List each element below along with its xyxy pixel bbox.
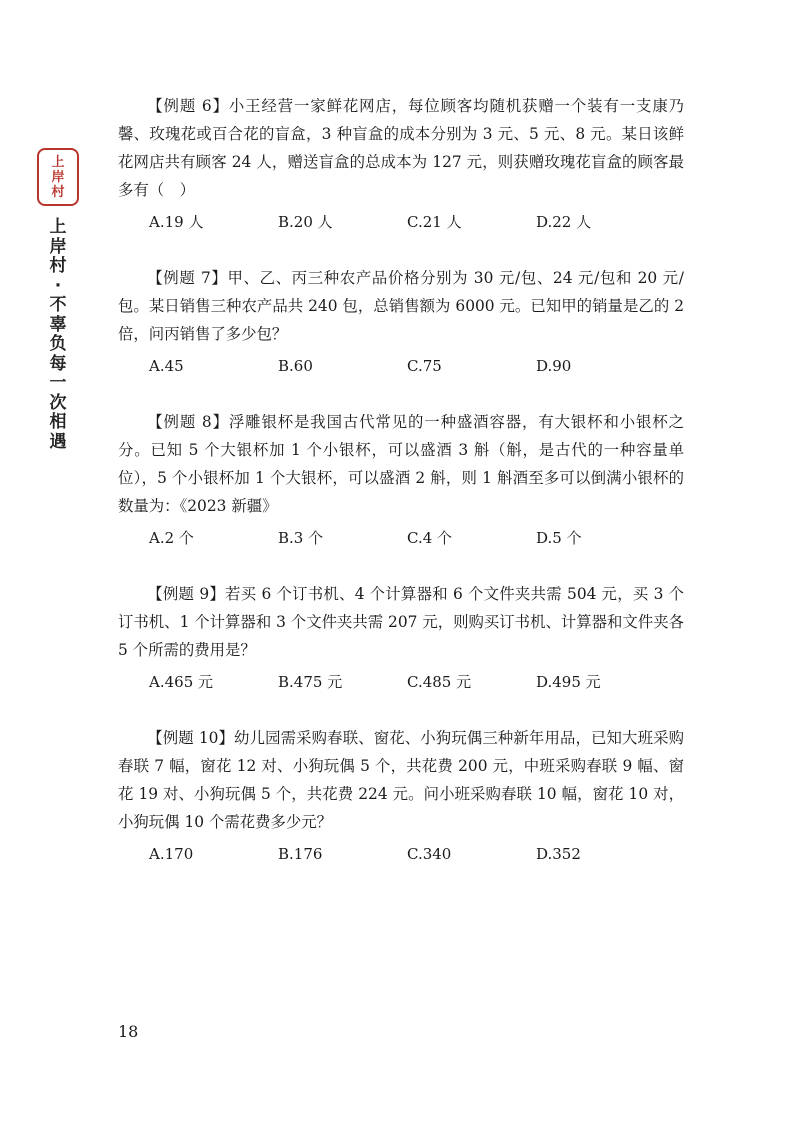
problem-stem: 【例题 6】小王经营一家鲜花网店，每位顾客均随机获赠一个装有一支康乃馨、玫瑰花或百合花的盲盒，3 种盲盒的成本分别为 3 元、5 元、8 元。某日该鲜花网店共有顾客 24 人，赠送盲盒的总成本为 127 元，则获赠玫瑰花盲盒的顾客最多有（ ） [118,97,684,199]
sidebar [36,148,80,452]
vertical-slogan [50,218,67,452]
slogan-char: 不 [49,295,67,315]
problem-stem: 【例题 7】甲、乙、丙三种农产品价格分别为 30 元/包、24 元/包和 20 元/包。某日销售三种农产品共 240 包，总销售额为 6000 元。已知甲的销量是乙的 2 倍，问丙销售了多少包？ [118,269,684,343]
option-b: B.3 个 [278,529,324,547]
option-b: B.475 元 [278,673,343,691]
slogan-char: · [54,275,62,296]
slogan-char: 负 [49,334,67,354]
problem-6 [118,92,684,234]
slogan-char: 次 [49,392,67,413]
option-c: C.4 个 [407,529,453,547]
slogan-char: 上 [49,217,67,237]
problem-stem: 【例题 10】幼儿园需采购春联、窗花、小狗玩偶三种新年用品，已知大班采购春联 7 幅，窗花 12 对、小狗玩偶 5 个，共花费 200 元，中班采购春联 9 幅、窗花 19 对、小狗玩偶 5 个，共花费 224 元。问小班采购春联 10 幅，窗花 10 对，小狗玩偶 10 个需花费多少元？ [118,729,684,831]
problem-7 [118,264,684,378]
option-a: A.170 [149,845,194,863]
slogan-char: 遇 [49,431,67,452]
option-b: B.60 [278,357,313,375]
slogan-char: 每 [49,353,67,374]
seal-char: 上 [51,154,65,170]
seal-char: 村 [51,184,65,200]
seal-char: 岸 [51,169,65,185]
option-a: A.2 个 [149,529,194,547]
problem-stem: 【例题 8】浮雕银杯是我国古代常见的一种盛酒容器，有大银杯和小银杯之分。已知 5 个大银杯加 1 个小银杯，可以盛酒 3 斛（斛，是古代的一种容量单位），5 个小银杯加 1 个大银杯，可以盛酒 2 斛，则 1 斛酒至多可以倒满小银杯的数量为：《2023 新疆》 [118,413,684,515]
problem-9 [118,580,684,694]
option-c: C.485 元 [407,673,472,691]
option-c: C.75 [407,357,442,375]
answer-options [118,670,684,694]
page-number: 18 [118,1022,139,1041]
option-d: D.22 人 [536,213,592,231]
option-a: A.45 [149,357,184,375]
option-d: D.352 [536,845,581,863]
option-b: B.20 人 [278,213,333,231]
option-d: D.495 元 [536,673,601,691]
problem-8 [118,408,684,550]
slogan-char: 村 [49,256,67,276]
slogan-char: 辜 [49,314,67,335]
option-c: C.340 [407,845,452,863]
answer-options [118,842,684,866]
slogan-char: 岸 [49,236,67,257]
problem-list [118,92,684,866]
option-a: A.19 人 [149,213,204,231]
option-d: D.90 [536,357,572,375]
option-a: A.465 元 [149,673,213,691]
problem-10 [118,724,684,866]
answer-options [118,354,684,378]
option-d: D.5 个 [536,529,582,547]
slogan-char: 一 [49,373,67,393]
answer-options [118,526,684,550]
answer-options [118,210,684,234]
option-c: C.21 人 [407,213,462,231]
slogan-char: 相 [49,412,67,432]
problem-stem: 【例题 9】若买 6 个订书机、4 个计算器和 6 个文件夹共需 504 元，买 3 个订书机、1 个计算器和 3 个文件夹共需 207 元，则购买订书机、计算器和文件夹各 5 个所需的费用是？ [118,585,684,659]
seal-logo [37,148,79,206]
option-b: B.176 [278,845,323,863]
